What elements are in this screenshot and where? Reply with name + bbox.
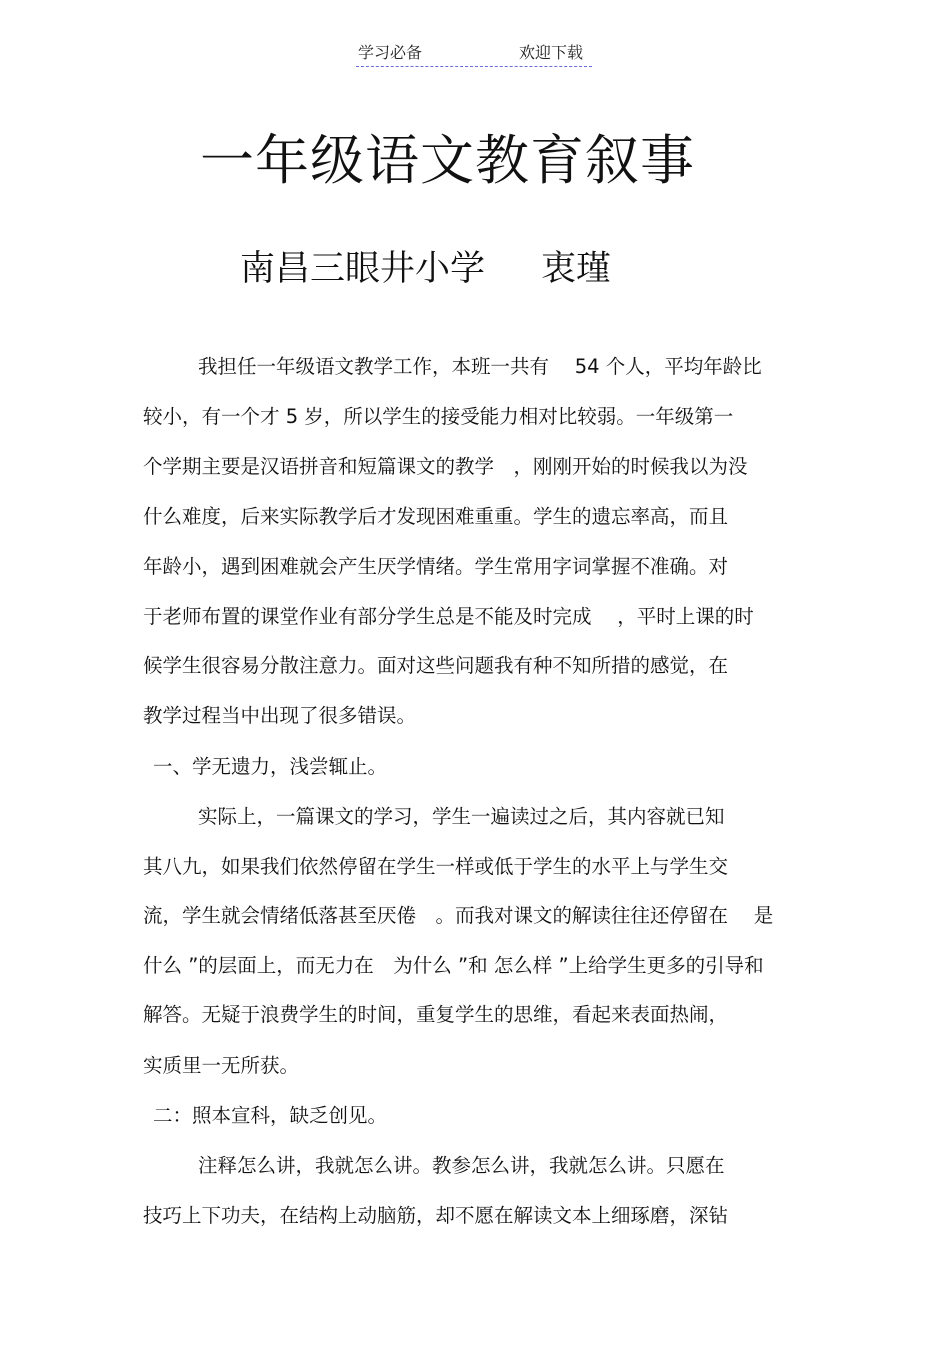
paragraph-line: 个学期主要是汉语拼音和短篇课文的教学 ，刚刚开始的时候我以为没	[143, 455, 748, 478]
paragraph-line: 较小，有一个才 5 岁，所以学生的接受能力相对比较弱。一年级第一	[143, 405, 734, 428]
paragraph-line: 解答。无疑于浪费学生的时间，重复学生的思维，看起来表面热闹，	[143, 1003, 729, 1026]
document-subtitle	[240, 244, 611, 294]
paragraph-line: 教学过程当中出现了很多错误。	[143, 704, 417, 727]
header-left-text: 学习必备	[358, 43, 423, 62]
section-heading: 一、学无遗力，浅尝辄止。	[153, 755, 388, 778]
author-name: 衷瑾	[541, 249, 612, 289]
page-header	[356, 40, 592, 67]
paragraph-line: 流，学生就会情绪低落甚至厌倦 。而我对课文的解读往往还停留在 是	[143, 904, 774, 927]
paragraph-line: 候学生很容易分散注意力。面对这些问题我有种不知所措的感觉，在	[143, 654, 729, 677]
school-name: 南昌三眼井小学	[240, 249, 486, 289]
paragraph-line: 其八九，如果我们依然停留在学生一样或低于学生的水平上与学生交	[143, 855, 729, 878]
paragraph-line: 技巧上下功夫，在结构上动脑筋，却不愿在解读文本上细琢磨，深钻	[143, 1204, 729, 1227]
paragraph-line: 什么 ”的层面上，而无力在 为什么 ”和 怎么样 ”上给学生更多的引导和	[143, 954, 764, 977]
paragraph-line: 于老师布置的课堂作业有部分学生总是不能及时完成 ，平时上课的时	[143, 605, 754, 628]
header-right-text: 欢迎下载	[519, 43, 584, 62]
section-heading: 二：照本宣科，缺乏创见。	[153, 1104, 388, 1127]
paragraph-line: 注释怎么讲，我就怎么讲。教参怎么讲，我就怎么讲。只愿在	[198, 1154, 725, 1177]
paragraph-line: 实质里一无所获。	[143, 1054, 300, 1077]
paragraph-line: 实际上，一篇课文的学习，学生一遍读过之后，其内容就已知	[198, 805, 725, 828]
paragraph-line: 我担任一年级语文教学工作，本班一共有 54 个人，平均年龄比	[198, 355, 762, 378]
document-title: 一年级语文教育叙事	[200, 129, 695, 192]
paragraph-line: 年龄小，遇到困难就会产生厌学情绪。学生常用字词掌握不准确。对	[143, 555, 729, 578]
paragraph-line: 什么难度，后来实际教学后才发现困难重重。学生的遗忘率高，而且	[143, 505, 729, 528]
